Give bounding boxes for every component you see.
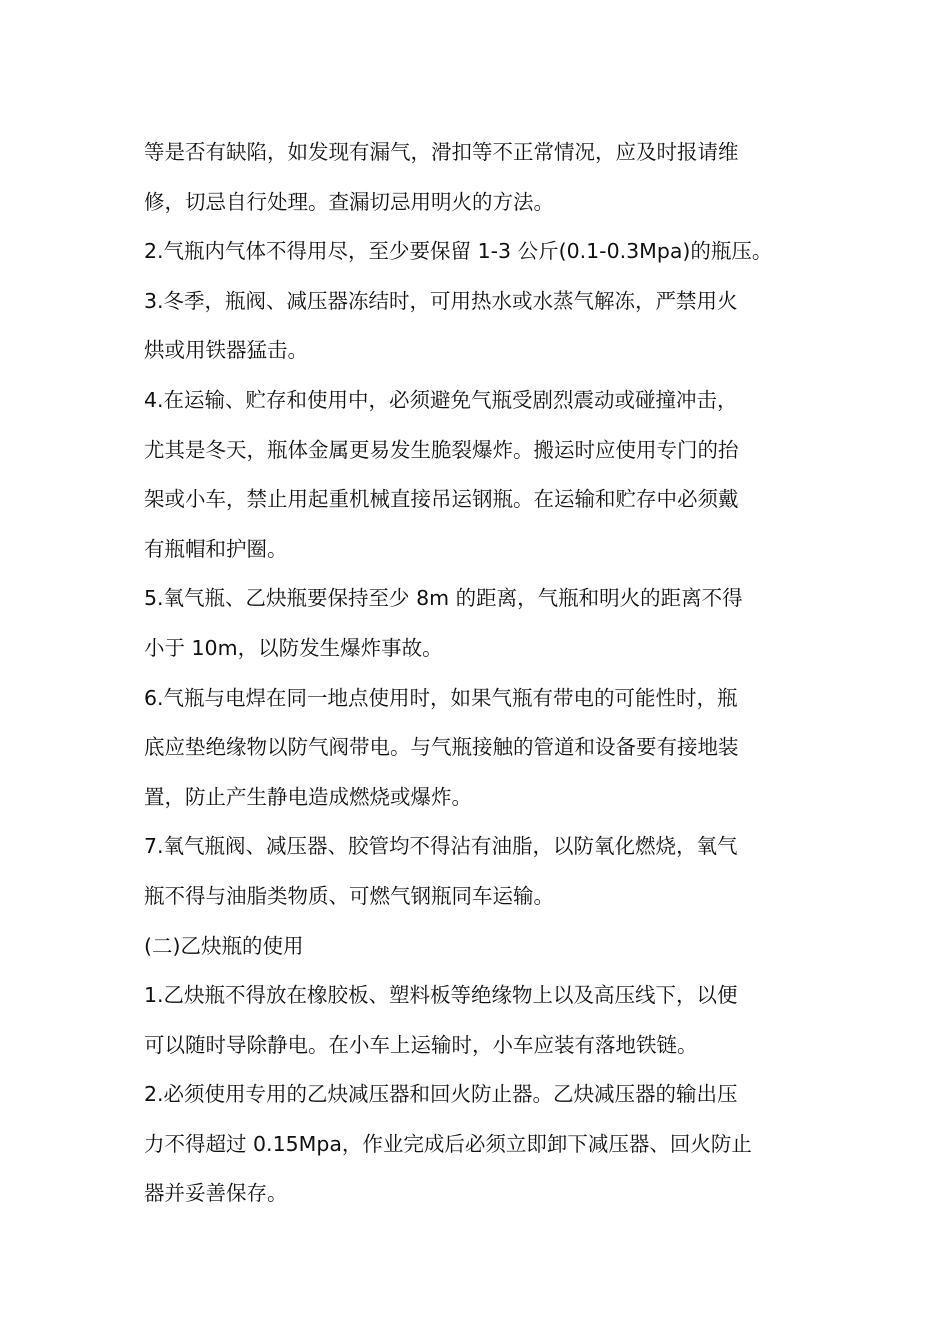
text-line: 7.氧气瓶阀、减压器、胶管均不得沾有油脂，以防氧化燃烧，氧气 [144, 834, 738, 859]
text-line: 有瓶帽和护圈。 [144, 536, 288, 561]
text-line: 3.冬季，瓶阀、减压器冻结时，可用热水或水蒸气解冻，严禁用火 [144, 288, 738, 313]
text-line: 修，切忌自行处理。查漏切忌用明火的方法。 [144, 189, 554, 214]
text-line: 1.乙炔瓶不得放在橡胶板、塑料板等绝缘物上以及高压线下，以便 [144, 983, 738, 1008]
text-line: 5.氧气瓶、乙炔瓶要保持至少 8m 的距离，气瓶和明火的距离不得 [144, 586, 743, 611]
text-line: 瓶不得与油脂类物质、可燃气钢瓶同车运输。 [144, 883, 554, 908]
text-line: 烘或用铁器猛击。 [144, 338, 308, 363]
text-line: 尤其是冬天，瓶体金属更易发生脆裂爆炸。搬运时应使用专门的抬 [144, 437, 739, 462]
text-line: 置，防止产生静电造成燃烧或爆炸。 [144, 784, 472, 809]
text-line: 小于 10m，以防发生爆炸事故。 [144, 635, 443, 660]
text-line: 力不得超过 0.15Mpa，作业完成后必须立即卸下减压器、回火防止 [144, 1131, 752, 1156]
text-line: 6.气瓶与电焊在同一地点使用时，如果气瓶有带电的可能性时，瓶 [144, 685, 738, 710]
text-line: 可以随时导除静电。在小车上运输时，小车应装有落地铁链。 [144, 1032, 698, 1057]
text-line: 等是否有缺陷，如发现有漏气，滑扣等不正常情况，应及时报请维 [144, 140, 739, 164]
text-line: 2.必须使用专用的乙炔减压器和回火防止器。乙炔减压器的输出压 [144, 1082, 738, 1107]
text-line: 器并妥善保存。 [144, 1181, 288, 1206]
text-line: 底应垫绝缘物以防气阀带电。与气瓶接触的管道和设备要有接地装 [144, 735, 739, 760]
text-line: 架或小车，禁止用起重机械直接吊运钢瓶。在运输和贮存中必须戴 [144, 487, 739, 512]
document-body [144, 128, 814, 1219]
section-heading: (二)乙炔瓶的使用 [144, 933, 304, 958]
text-line: 4.在运输、贮存和使用中，必须避免气瓶受剧烈震动或碰撞冲击， [144, 387, 738, 412]
text-line: 2.气瓶内气体不得用尽，至少要保留 1-3 公斤(0.1-0.3Mpa)的瓶压。 [144, 239, 773, 264]
